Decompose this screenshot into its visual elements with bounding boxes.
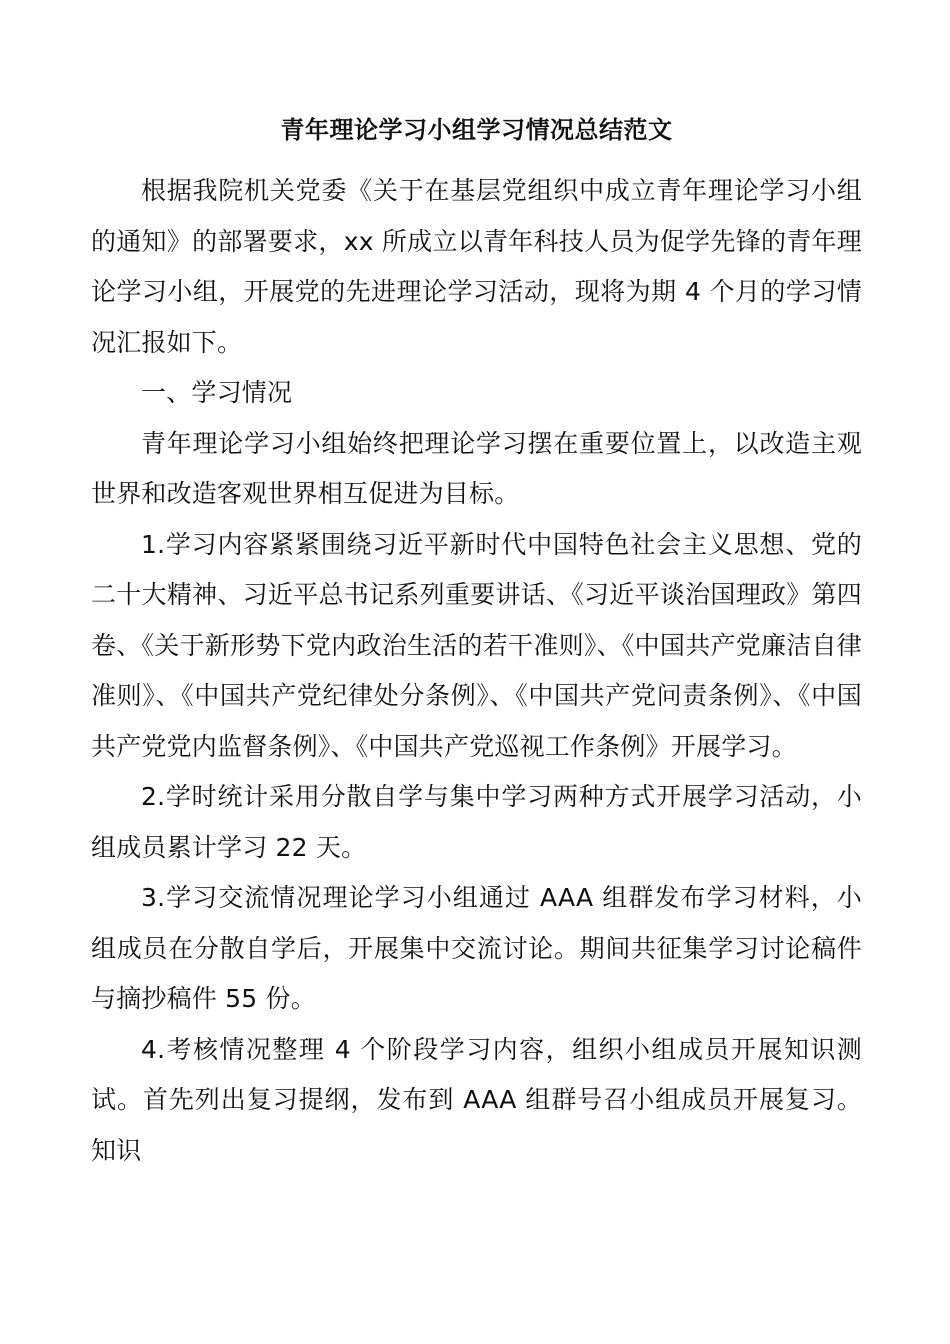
document-title: 青年理论学习小组学习情况总结范文 — [280, 116, 673, 144]
paragraph-goal: 青年理论学习小组始终把理论学习摆在重要位置上，以改造主观世界和改造客观世界相互促进为目标。 — [91, 428, 862, 508]
paragraph-assessment: 4.考核情况整理 4 个阶段学习内容，组织小组成员开展知识测试。首先列出复习提纲，发布到 AAA 组群号召小组成员开展复习。知识 — [91, 1034, 862, 1165]
paragraph-intro: 根据我院机关党委《关于在基层党组织中成立青年理论学习小组的通知》的部署要求，xx 所成立以青年科技人员为促学先锋的青年理论学习小组，开展党的先进理论学习活动，现将为期 4 个月的学习情况汇报如下。 — [91, 176, 862, 357]
paragraph-study-content: 1.学习内容紧紧围绕习近平新时代中国特色社会主义思想、党的二十大精神、习近平总书记系列重要讲话、《习近平谈治国理政》第四卷、《关于新形势下党内政治生活的若干准则》、《中国共产党廉洁自律准则》、《中国共产党纪律处分条例》、《中国共产党问责条例》、《中国共产党党内监督条例》、《中国共产党巡视工作条例》开展学习。 — [91, 529, 862, 761]
paragraph-study-hours: 2.学时统计采用分散自学与集中学习两种方式开展学习活动，小组成员累计学习 22 天。 — [91, 782, 862, 862]
paragraph-exchange: 3.学习交流情况理论学习小组通过 AAA 组群发布学习材料，小组成员在分散自学后，开展集中交流讨论。期间共征集学习讨论稿件与摘抄稿件 55 份。 — [91, 883, 862, 1013]
section-heading-study-status: 一、学习情况 — [141, 378, 293, 407]
